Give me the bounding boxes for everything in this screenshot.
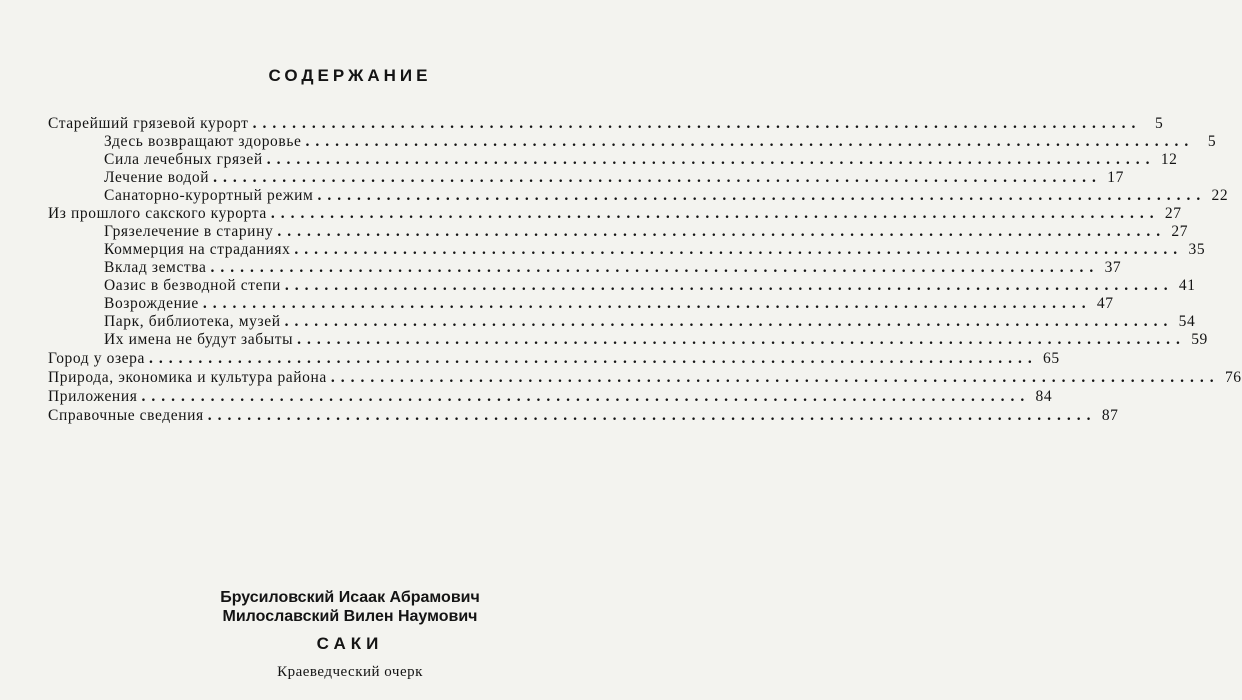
toc-leader: .......................................................................................... xyxy=(210,259,1100,276)
toc-entry-label: Их имена не будут забыты xyxy=(104,331,294,348)
toc-entry xyxy=(48,115,1164,133)
toc-leader: .......................................................................................... xyxy=(270,205,1160,222)
toc-entry xyxy=(104,187,1229,205)
toc-entry-label: Приложения xyxy=(48,388,138,405)
toc-entry xyxy=(104,295,1114,313)
toc-entry xyxy=(104,151,1178,169)
toc-leader: .......................................................................................... xyxy=(305,133,1195,150)
toc-leader: .......................................................................................... xyxy=(294,241,1184,258)
toc-entry xyxy=(48,205,1182,223)
toc-entry-page: 47 xyxy=(1096,295,1114,312)
toc-entry xyxy=(104,169,1124,187)
toc-entry xyxy=(104,133,1217,151)
toc-entry xyxy=(104,313,1196,331)
toc-entry xyxy=(104,223,1189,241)
toc-entry xyxy=(104,241,1206,259)
toc-entry-label: Природа, экономика и культура района xyxy=(48,369,327,386)
toc-entry-label: Лечение водой xyxy=(104,169,210,186)
book-subtitle: Краеведческий очерк xyxy=(277,664,423,680)
toc-entry-label: Старейший грязевой курорт xyxy=(48,115,249,132)
toc-leader: .......................................................................................... xyxy=(213,169,1102,186)
toc-entry-page: 22 xyxy=(1211,187,1229,204)
toc-entry-label: Вклад земства xyxy=(104,259,207,276)
toc-entry-page: 5 xyxy=(1207,133,1217,150)
toc-entry-page: 59 xyxy=(1191,331,1208,348)
toc-entry-page: 5 xyxy=(1154,115,1164,132)
author-name: Брусиловский Исаак Абрамович xyxy=(220,589,480,606)
toc-entry-label: Возрождение xyxy=(104,295,199,312)
toc-entry-page: 35 xyxy=(1188,241,1206,258)
toc-entry-label: Коммерция на страданиях xyxy=(104,241,291,258)
toc-entry-label: Из прошлого сакского курорта xyxy=(48,205,267,222)
toc-entry-label: Парк, библиотека, музей xyxy=(104,313,281,330)
toc-entry-page: 17 xyxy=(1107,169,1124,186)
toc-leader: .......................................................................................... xyxy=(252,115,1142,132)
toc-leader: .......................................................................................... xyxy=(266,151,1156,168)
toc-entry xyxy=(104,259,1122,277)
toc-entry-label: Город у озера xyxy=(48,350,145,367)
toc-leader: .......................................................................................... xyxy=(207,407,1097,424)
toc-entry-label: Справочные сведения xyxy=(48,407,204,424)
toc-entry-page: 37 xyxy=(1104,259,1122,276)
toc-entry xyxy=(48,407,1119,425)
toc-leader: .......................................................................................... xyxy=(284,313,1174,330)
toc-entry xyxy=(104,277,1196,295)
author-name: Милославский Вилен Наумович xyxy=(222,608,478,625)
toc-entry-page: 87 xyxy=(1101,407,1119,424)
toc-entry-label: Оазис в безводной степи xyxy=(104,277,281,294)
toc-entry-label: Здесь возвращают здоровье xyxy=(104,133,302,150)
authors-block xyxy=(0,588,700,626)
toc-entry-page: 12 xyxy=(1160,151,1178,168)
toc-heading: СОДЕРЖАНИЕ xyxy=(268,66,432,85)
toc-entry-page: 41 xyxy=(1178,277,1196,294)
book-title: САКИ xyxy=(316,634,384,653)
toc-entry-page: 27 xyxy=(1164,205,1182,222)
toc-leader: .......................................................................................... xyxy=(141,388,1031,405)
toc-leader: .......................................................................................... xyxy=(284,277,1174,294)
toc-entry xyxy=(104,331,1208,349)
toc-entry-label: Сила лечебных грязей xyxy=(104,151,263,168)
toc-entry-page: 27 xyxy=(1171,223,1189,240)
toc-entry xyxy=(48,369,1242,387)
toc-leader: .......................................................................................... xyxy=(202,295,1092,312)
toc-leader: .......................................................................................... xyxy=(148,350,1038,367)
toc-leader: .......................................................................................... xyxy=(317,187,1207,204)
toc-leader: .......................................................................................... xyxy=(297,331,1186,348)
toc-entry-page: 65 xyxy=(1043,350,1060,367)
toc-leader: .......................................................................................... xyxy=(330,369,1220,386)
toc-entry xyxy=(48,388,1053,406)
toc-entry-page: 54 xyxy=(1178,313,1196,330)
toc-entry-page: 76 xyxy=(1224,369,1242,386)
toc-leader: .......................................................................................... xyxy=(277,223,1167,240)
toc-entry-label: Грязелечение в старину xyxy=(104,223,274,240)
toc-entry xyxy=(48,350,1060,368)
toc-entry-label: Санаторно-курортный режим xyxy=(104,187,314,204)
toc-entry-page: 84 xyxy=(1035,388,1053,405)
